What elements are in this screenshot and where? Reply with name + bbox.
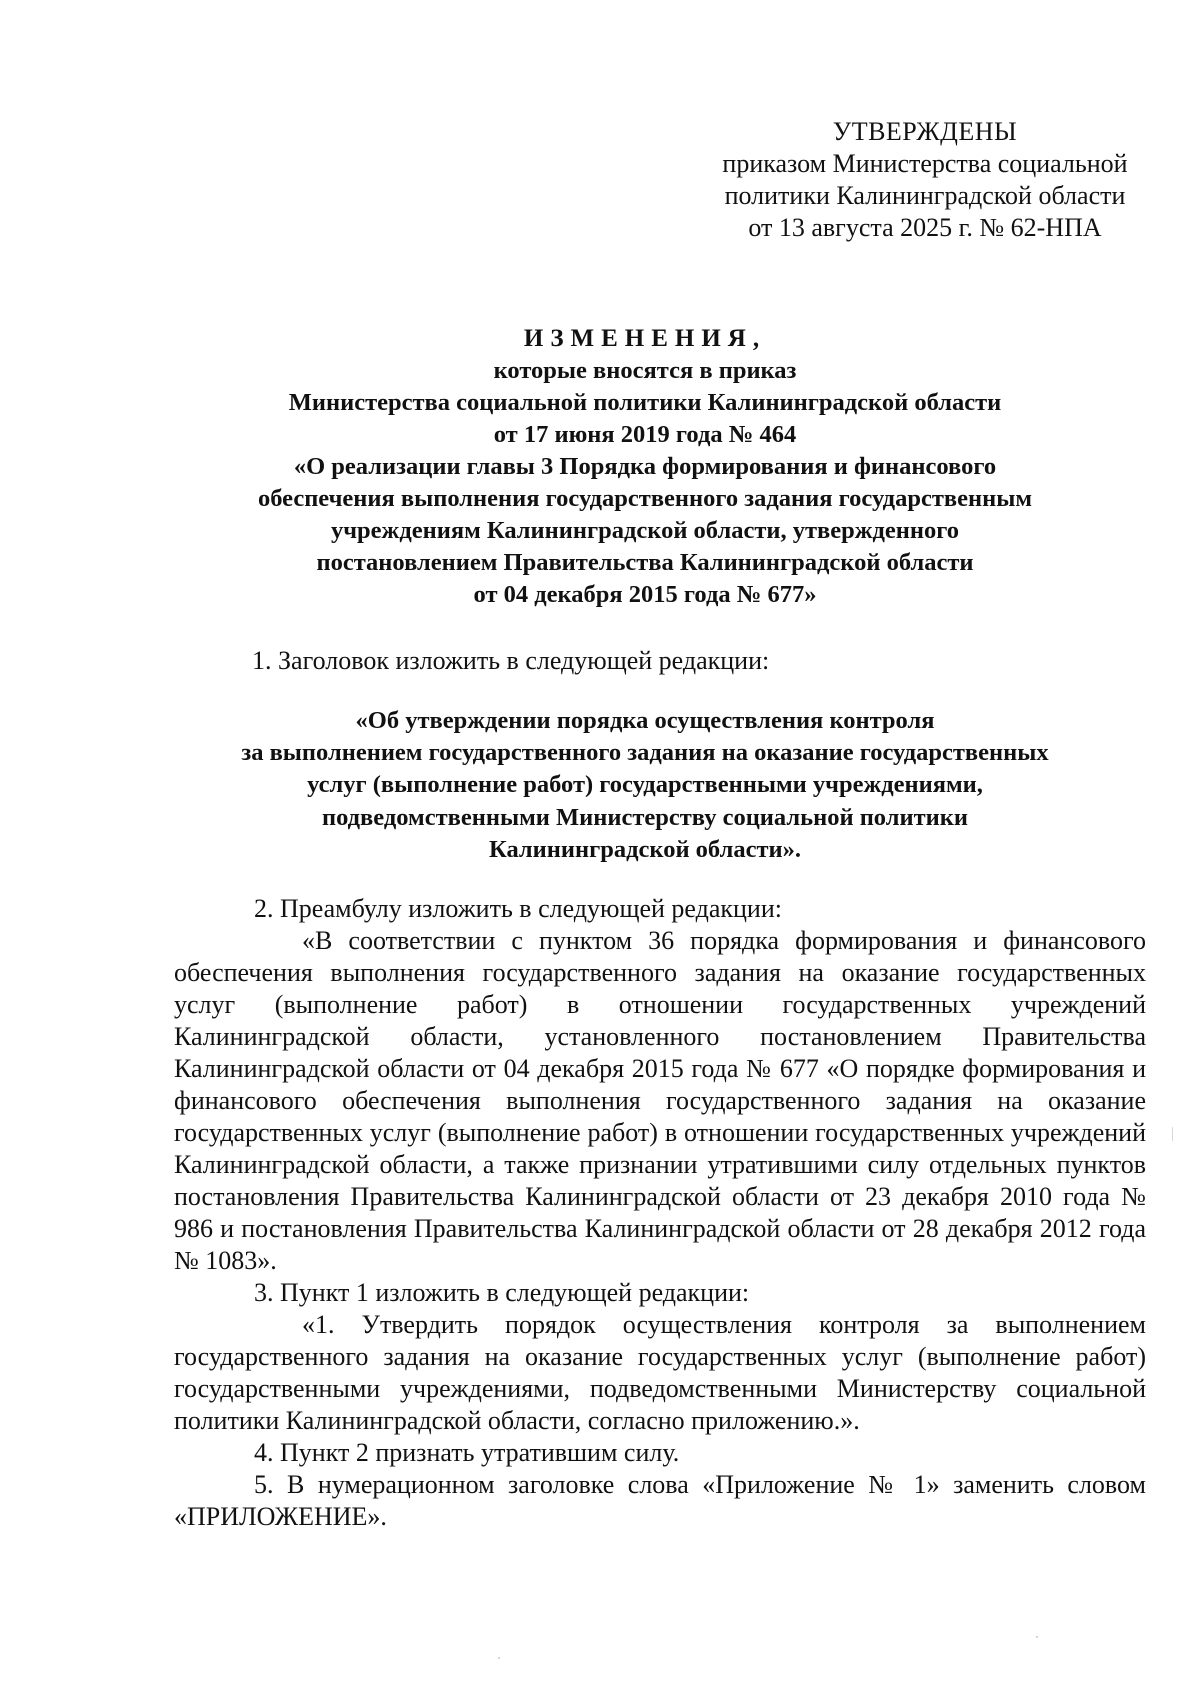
heading-line: от 17 июня 2019 года № 464 — [493, 421, 797, 448]
new-title-line: за выполнением государственного задания на оказание государственных — [241, 739, 1049, 767]
new-title — [175, 705, 1115, 866]
heading-line: «О реализации главы 3 Порядка формирования и финансового — [293, 453, 997, 480]
new-title-line: Калининградской области». — [489, 835, 801, 863]
new-title-line: услуг (выполнение работ) государственными учреждениями, — [307, 771, 983, 799]
approval-line: от 13 августа 2025 г. № 62-НПА — [748, 213, 1102, 242]
approval-stamp — [690, 116, 1160, 244]
item-3-text: «1. Утвердить порядок осуществления контроля за выполнением государственного задания на оказание государственных услуг (выполнение работ) государственными учреждениями, подведомственными Министерству социальной политики Калининградской области, согласно приложению.». — [174, 1310, 1146, 1435]
item-2: 2. Преамбулу изложить в следующей редакции: — [254, 894, 782, 923]
preamble-text: «В соответствии с пунктом 36 порядка формирования и финансового обеспечения выполнения государственного задания на оказание государственных услуг (выполнение работ) в отношении государственных учреждений Калининградской области, установленного постановлением Правительства Калининградской области от 04 декабря 2015 года № 677 «О порядке формирования и финансового обеспечения выполнения государственного задания на оказание государственных услуг (выполнение работ) в отношении государственных учреждений Калининградской области, а также признании утратившими силу отдельных пунктов постановления Правительства Калининградской области от 23 декабря 2010 года № 986 и постановления Правительства Калининградской области от 28 декабря 2012 года № 1083». — [174, 926, 1146, 1275]
heading-line: учреждениям Калининградской области, утвержденного — [330, 517, 960, 544]
item-5: 5. В нумерационном заголовке слова «Приложение № 1» заменить словом «ПРИЛОЖЕНИЕ». — [174, 1470, 1146, 1531]
scan-speck — [1172, 1127, 1173, 1141]
heading-line: которые вносятся в приказ — [493, 357, 797, 384]
heading-line: от 04 декабря 2015 года № 677» — [473, 581, 817, 608]
item-1: 1. Заголовок изложить в следующей редакции: — [252, 646, 770, 675]
approval-line: политики Калининградской области — [724, 181, 1126, 210]
heading-line: Министерства социальной политики Калининградской области — [288, 389, 1002, 416]
heading-line: обеспечения выполнения государственного задания государственным — [257, 485, 1033, 512]
heading-main: ИЗМЕНЕНИЯ, — [523, 325, 767, 352]
document-heading — [175, 323, 1115, 611]
approval-line: приказом Министерства социальной — [722, 149, 1128, 178]
item-4: 4. Пункт 2 признать утратившим силу. — [254, 1438, 680, 1467]
new-title-line: «Об утверждении порядка осуществления контроля — [355, 707, 935, 734]
new-title-line: подведомственными Министерству социальной политики — [322, 803, 968, 831]
heading-line: постановлением Правительства Калининградской области — [316, 549, 974, 576]
scan-speck — [498, 1657, 500, 1659]
document-body — [174, 893, 1146, 1533]
approval-title: УТВЕРЖДЕНЫ — [832, 117, 1018, 146]
scan-speck — [1036, 1636, 1038, 1638]
item-3: 3. Пункт 1 изложить в следующей редакции: — [254, 1278, 750, 1307]
